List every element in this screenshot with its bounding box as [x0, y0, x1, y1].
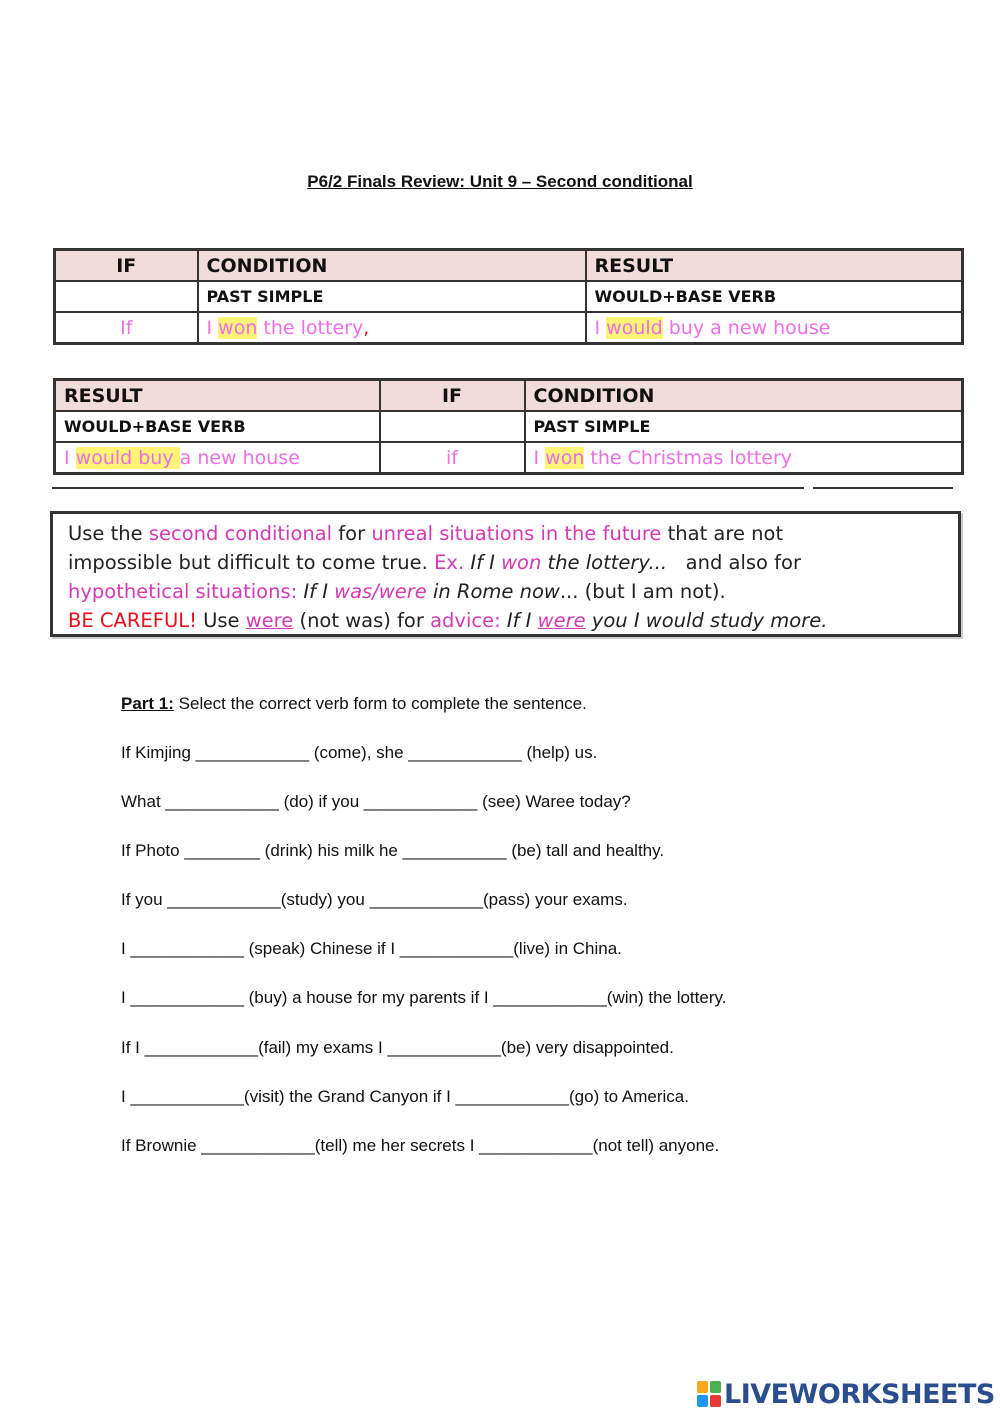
exercise-sentence-3[interactable]: If Photo ________ (drink) his milk he ___________ (be) tall and healthy. — [121, 841, 665, 860]
liveworksheets-logo-icon — [697, 1381, 721, 1407]
example-result: I would buy a new house — [55, 442, 380, 474]
tense-condition: PAST SIMPLE — [198, 281, 586, 312]
rule-line-1: Use the second conditional for unreal situations in the future that are not — [68, 522, 784, 545]
exercise-sentence-6[interactable]: I ____________ (buy) a house for my parents if I ____________(win) the lottery. — [121, 988, 727, 1007]
header-result: RESULT — [55, 380, 380, 412]
exercise-sentence-1[interactable]: If Kimjing ____________ (come), she ____________ (help) us. — [121, 743, 598, 762]
header-if: IF — [380, 380, 525, 412]
liveworksheets-logo[interactable] — [697, 1377, 995, 1411]
exercise-sentence-5[interactable]: I ____________ (speak) Chinese if I ____________(live) in China. — [121, 939, 622, 958]
part1-label: Part 1: — [121, 694, 174, 713]
header-result: RESULT — [586, 250, 963, 282]
conditional-table-result-first — [53, 378, 964, 475]
exercise-sentence-9[interactable]: If Brownie ____________(tell) me her secrets I ____________(not tell) anyone. — [121, 1136, 720, 1155]
rule-line-3: hypothetical situations: If I was/were in Rome now... (but I am not). — [68, 580, 726, 603]
tense-result: WOULD+BASE VERB — [586, 281, 963, 312]
exercise-sentence-8[interactable]: I ____________(visit) the Grand Canyon if I ____________(go) to America. — [121, 1087, 689, 1106]
table-tense-row — [55, 281, 963, 312]
exercise-sentence-2[interactable]: What ____________ (do) if you ____________ (see) Waree today? — [121, 792, 631, 811]
header-condition: CONDITION — [525, 380, 963, 412]
usage-rule-box — [50, 511, 961, 637]
table-header-row — [55, 250, 963, 282]
table-example-row — [55, 312, 963, 344]
conditional-table-if-first — [53, 248, 964, 345]
example-condition: I won the lottery, — [198, 312, 586, 344]
rule-line-2: impossible but difficult to come true. Ex. If I won the lottery... and also for — [68, 551, 801, 574]
rule-line-4: BE CAREFUL! Use were (not was) for advice: If I were you I would study more. — [68, 609, 828, 632]
part1-instruction: Select the correct verb form to complete the sentence. — [173, 694, 587, 713]
example-condition: I won the Christmas lottery — [525, 442, 963, 474]
page-title: P6/2 Finals Review: Unit 9 – Second conditional — [307, 172, 693, 191]
table-tense-row — [55, 411, 963, 442]
exercise-sentence-4[interactable]: If you ____________(study) you ____________(pass) your exams. — [121, 890, 628, 909]
logo-text: LIVEWORKSHEETS — [724, 1378, 995, 1410]
table-example-row — [55, 442, 963, 474]
header-if: IF — [55, 250, 198, 282]
table-header-row — [55, 380, 963, 412]
part1-heading — [121, 694, 587, 714]
exercise-sentence-7[interactable]: If I ____________(fail) my exams I ____________(be) very disappointed. — [121, 1038, 674, 1057]
tense-result: WOULD+BASE VERB — [55, 411, 380, 442]
example-if: If — [55, 312, 198, 344]
divider-line — [813, 487, 953, 489]
header-condition: CONDITION — [198, 250, 586, 282]
tense-if — [380, 411, 525, 442]
tense-condition: PAST SIMPLE — [525, 411, 963, 442]
divider-line — [52, 487, 804, 489]
example-result: I would buy a new house — [586, 312, 963, 344]
example-if: if — [380, 442, 525, 474]
tense-if — [55, 281, 198, 312]
